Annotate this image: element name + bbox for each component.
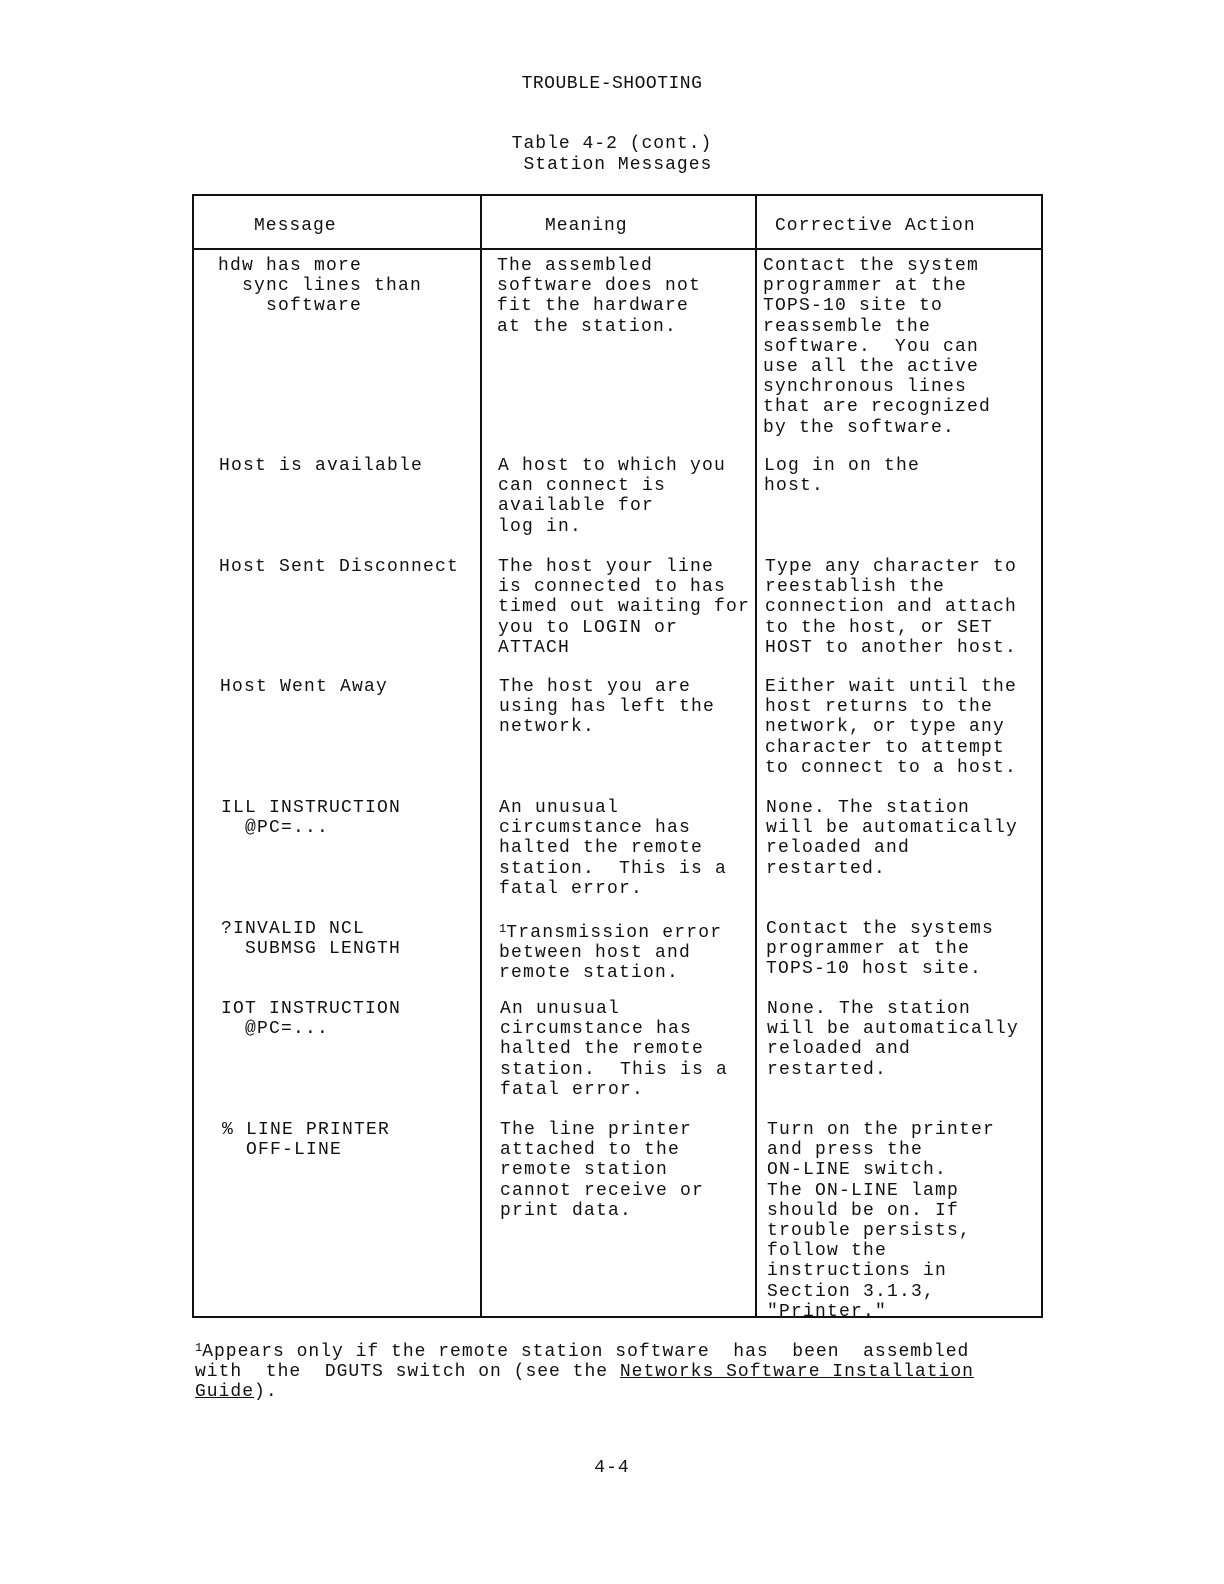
table-row-message: Host Went Away <box>220 677 389 697</box>
table-row-message: ILL INSTRUCTION @PC=... <box>221 798 402 839</box>
header-divider <box>194 248 1041 250</box>
column-header-meaning: Meaning <box>545 216 628 236</box>
station-messages-table <box>192 194 1043 1322</box>
footnote-text: ). <box>254 1382 278 1402</box>
table-row-message: % LINE PRINTER OFF-LINE <box>222 1120 391 1161</box>
footnote-text: Appears only if the remote station software has been assembled <box>202 1342 970 1362</box>
footnote-text: with the DGUTS switch on (see the <box>195 1362 620 1382</box>
table-row-meaning: The host your line is connected to has timed out waiting for you to LOGIN or ATTACH <box>498 557 751 658</box>
table-row-message: ?INVALID NCL SUBMSG LENGTH <box>221 919 402 960</box>
table-row-meaning: An unusual circumstance has halted the remote station. This is a fatal error. <box>499 798 728 899</box>
table-row-action: Turn on the printer and press the ON-LINE switch. The ON-LINE lamp should be on. If trouble persists, follow the instructions in Section 3.1.3, "Printer." <box>767 1120 996 1322</box>
table-row-action: None. The station will be automatically reloaded and restarted. <box>767 999 1020 1080</box>
table-row-meaning: The host you are using has left the network. <box>499 677 716 738</box>
footnote <box>195 1338 1015 1402</box>
table-row-action: Either wait until the host returns to the network, or type any character to attempt to connect to a host. <box>765 677 1018 778</box>
footnote-line-2 <box>195 1362 1015 1382</box>
table-row-action: None. The station will be automatically reloaded and restarted. <box>766 798 1019 879</box>
table-row-action: Log in on the host. <box>764 456 921 497</box>
guide-reference: Guide <box>195 1382 255 1402</box>
footnote-marker: 1 <box>195 1341 203 1355</box>
table-row-meaning: A host to which you can connect is available for log in. <box>498 456 727 537</box>
table-caption-title: Table 4-2 (cont.) <box>511 134 713 154</box>
table-row-meaning: An unusual circumstance has halted the remote station. This is a fatal error. <box>500 999 729 1100</box>
table-row-meaning: The assembled software does not fit the hardware at the station. <box>497 256 702 337</box>
column-divider <box>755 196 757 1316</box>
table-row-meaning <box>499 919 722 984</box>
guide-reference: Networks Software Installation <box>619 1362 974 1382</box>
table-row-action: Contact the systems programmer at the TOPS-10 host site. <box>766 919 995 980</box>
column-divider <box>480 196 482 1316</box>
footnote-line-3 <box>195 1382 1015 1402</box>
table-row-message: Host Sent Disconnect <box>219 557 460 577</box>
footnote-line-1 <box>195 1338 1015 1362</box>
page-number: 4-4 <box>594 1458 630 1478</box>
page-header: TROUBLE-SHOOTING <box>521 74 703 94</box>
table-row-message: IOT INSTRUCTION @PC=... <box>221 999 402 1040</box>
table-caption <box>0 134 1224 176</box>
table-row-message: hdw has more sync lines than software <box>218 256 423 317</box>
table-row-meaning: The line printer attached to the remote station cannot receive or print data. <box>500 1120 705 1221</box>
table-row-action: Type any character to reestablish the connection and attach to the host, or SET HOST to another host. <box>765 557 1018 658</box>
table-row-action: Contact the system programmer at the TOPS-10 site to reassemble the software. You can use all the active synchronous lines that are recognized by the software. <box>763 256 992 438</box>
table-caption-subtitle: Station Messages <box>511 155 713 175</box>
table-row-message: Host is available <box>219 456 424 476</box>
footnote-marker: 1 <box>499 922 507 936</box>
column-header-corrective-action: Corrective Action <box>775 216 976 236</box>
table-row-meaning-text: Transmission error between host and remote station. <box>499 923 723 984</box>
column-header-message: Message <box>254 216 337 236</box>
